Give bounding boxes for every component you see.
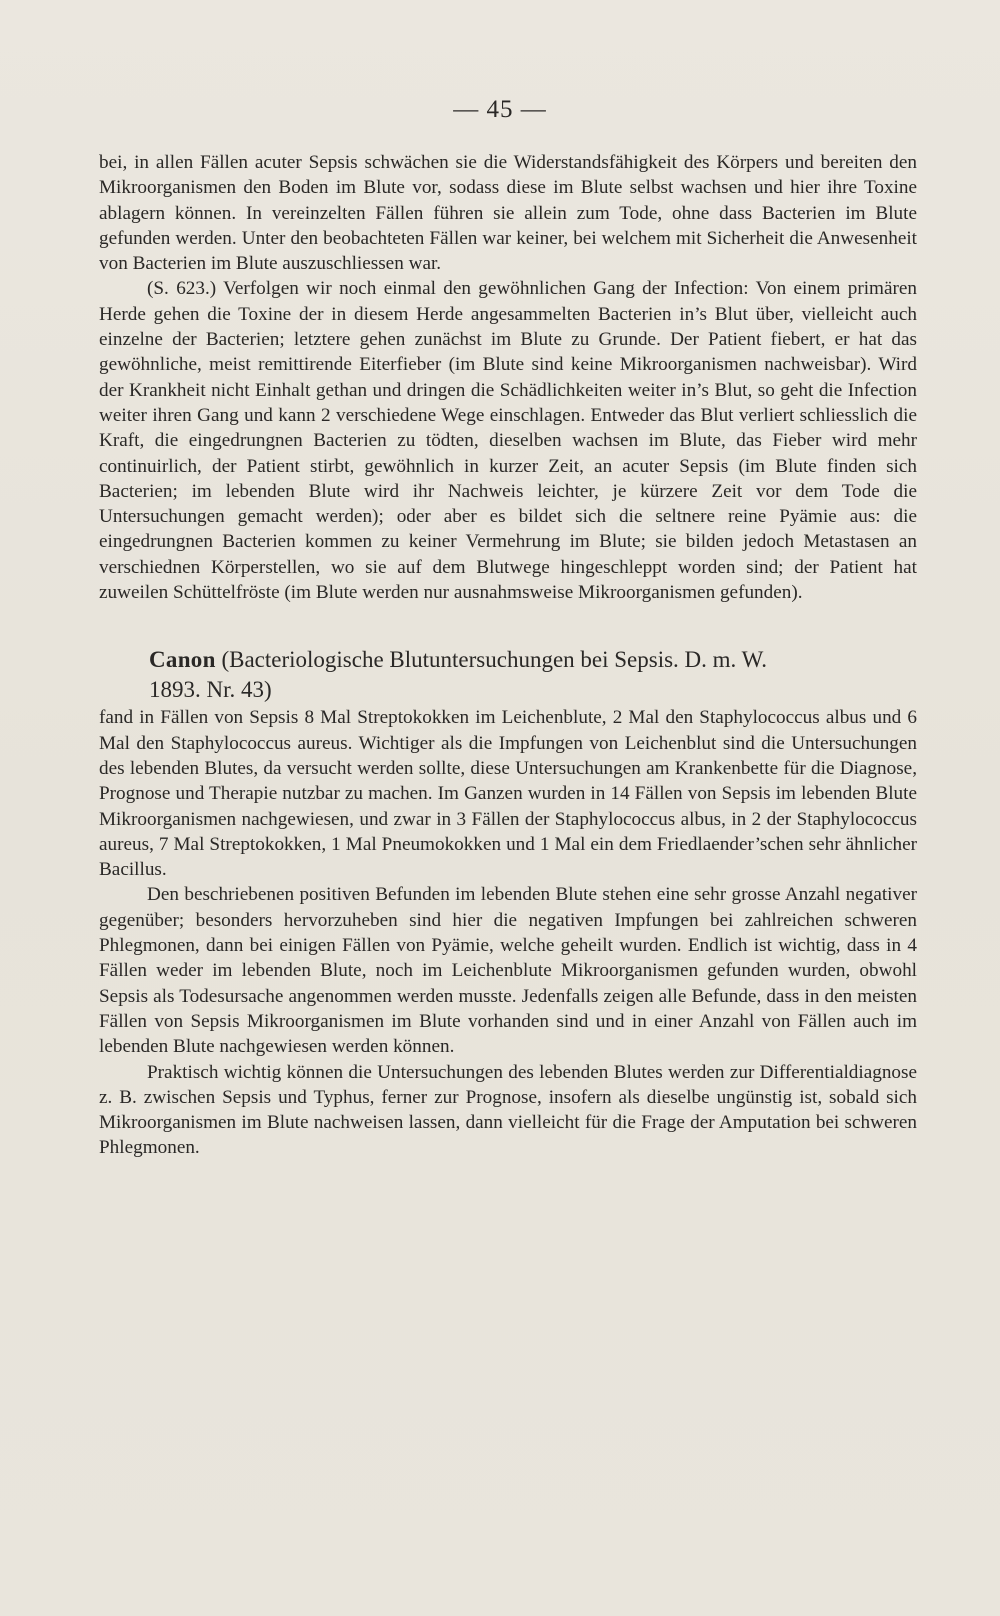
paragraph-3: fand in Fällen von Sepsis 8 Mal Streptokokken im Leichenblute, 2 Mal den Staphylococcus albus und 6 Mal den Staphylococcus aureus. Wichtiger als die Impfungen von Leichenblut sind die Untersuchungen des lebenden Blutes, da versucht werden sollte, diese Untersuchungen am Krankenbette für die Diagnose, Prognose und Therapie nutzbar zu machen. Im Ganzen wurden in 14 Fällen von Sepsis im lebenden Blute Mikroorganismen nachgewiesen, und zwar in 3 Fällen der Staphylococcus albus, in 2 der Staphylococcus aureus, 7 Mal Streptokokken, 1 Mal Pneumokokken und 1 Mal ein dem Friedlaender’schen sehr ähnlicher Bacillus.	[99, 707, 917, 881]
paragraph-2: (S. 623.) Verfolgen wir noch einmal den gewöhnlichen Gang der Infection: Von einem primären Herde gehen die Toxine der in diesem Herde angesammelten Bacterien in’s Blut über, vielleicht auch einzelne der Bacterien; letztere gehen zunächst im Blute zu Grunde. Der Patient fiebert, er hat das gewöhnliche, meist remittirende Eiterfieber (im Blute sind keine Mikroorganismen nachweisbar). Wird der Krankheit nicht Einhalt gethan und dringen die Schädlichkeiten weiter in’s Blut, so geht die Infection weiter ihren Gang und kann 2 verschiedene Wege einschlagen. Entweder das Blut verliert schliesslich die Kraft, die eingedrungnen Bacterien zu tödten, dieselben wachsen im Blute, das Fieber wird mehr continuirlich, der Patient stirbt, gewöhnlich in kurzer Zeit, an acuter Sepsis (im Blute finden sich Bacterien; im lebenden Blute wird ihr Nachweis leichter, je kürzere Zeit vor dem Tode die Untersuchungen gemacht werden); oder aber es bildet sich die seltnere reine Pyämie aus: die eingedrungnen Bacterien kommen zu keiner Vermehrung im Blute; sie bilden jedoch Metastasen an verschiednen Körperstellen, wo sie auf dem Blutwege hingeschleppt worden sind; der Patient hat zuweilen Schüttelfröste (im Blute werden nur ausnahmsweise Mikroorganismen gefunden).	[99, 278, 917, 604]
page-number: — 45 —	[453, 96, 547, 123]
paragraph-4: Den beschriebenen positiven Befunden im lebenden Blute stehen eine sehr grosse Anzahl negativer gegenüber; besonders hervorzuheben sind hier die negativen Impfungen bei zahlreichen schweren Phlegmonen, dann bei einigen Fällen von Pyämie, welche geheilt wurden. Endlich ist wichtig, dass in 4 Fällen weder im lebenden Blute, noch im Leichenblute Mikroorganismen gefunden wurden, obwohl Sepsis als Todesursache angenommen werden musste. Jedenfalls zeigen alle Befunde, dass in den meisten Fällen von Sepsis Mikroorganismen im Blute vorhanden sind und in einer Anzahl von Fällen auch im lebenden Blute nachgewiesen werden können.	[99, 884, 917, 1058]
section-title-line-1: (Bacteriologische Blutuntersuchungen bei Sepsis. D. m. W.	[215, 647, 767, 673]
section-heading	[99, 645, 917, 705]
paragraph-5: Praktisch wichtig können die Untersuchungen des lebenden Blutes werden zur Differentialdiagnose z. B. zwischen Sepsis und Typhus, ferner zur Prognose, insofern als dieselbe ungünstig ist, sobald sich Mikroorganismen im Blute nachweisen lassen, dann vielleicht für die Frage der Amputation bei schweren Phlegmonen.	[99, 1061, 917, 1159]
paragraph-1: bei, in allen Fällen acuter Sepsis schwächen sie die Widerstandsfähigkeit des Körpers und bereiten den Mikroorganismen den Boden im Blute vor, sodass diese im Blute selbst wachsen und hier ihre Toxine ablagern können. In vereinzelten Fällen führen sie allein zum Tode, ohne dass Bacterien im Blute gefunden werden. Unter den beobachteten Fällen war keiner, bei welchem mit Sicherheit die Anwesenheit von Bacterien im Blute auszuschliessen war.	[99, 152, 917, 275]
section-author: Canon	[149, 647, 216, 673]
body-text	[99, 150, 917, 1161]
section-title-line-2: 1893. Nr. 43)	[149, 677, 272, 703]
